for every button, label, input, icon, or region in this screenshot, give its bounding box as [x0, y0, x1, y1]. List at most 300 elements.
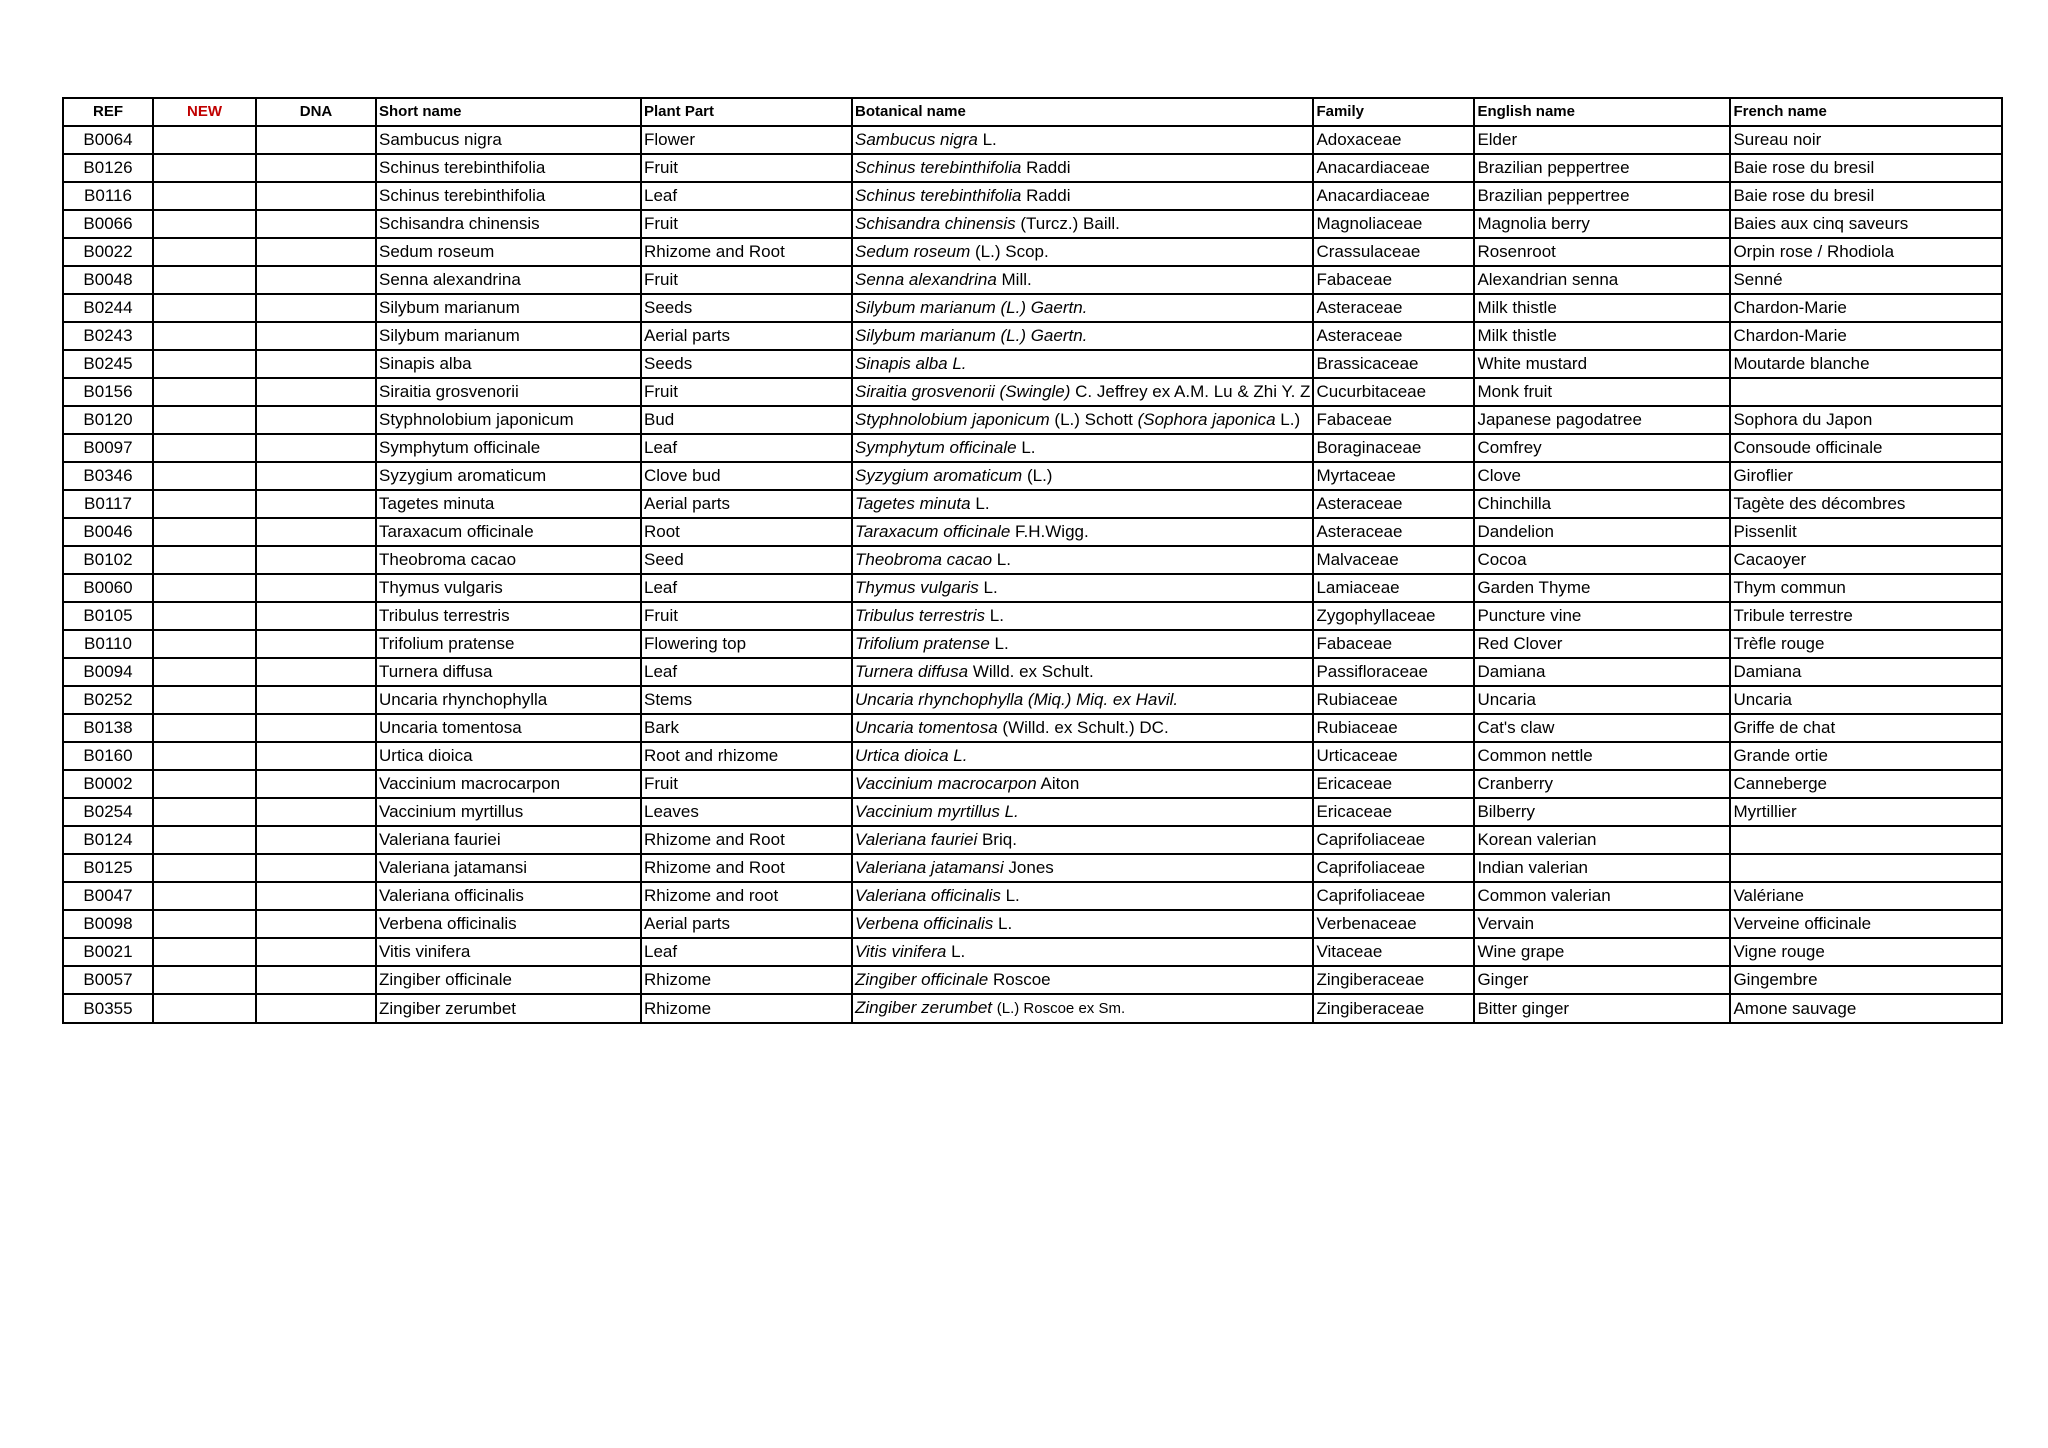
botanical-name-italic: Sedum roseum — [855, 242, 971, 261]
table-row — [63, 826, 2002, 854]
cell-family: Brassicaceae — [1313, 350, 1474, 378]
botanical-name-italic: Vaccinium myrtillus L. — [855, 802, 1019, 821]
cell-dna — [256, 434, 376, 462]
botanical-name-italic: Siraitia grosvenorii (Swingle) — [855, 382, 1071, 401]
botanical-name-italic: Urtica dioica L. — [855, 746, 968, 765]
cell-english-name: Common nettle — [1474, 742, 1730, 770]
cell-dna — [256, 350, 376, 378]
cell-plant-part: Rhizome and Root — [641, 826, 852, 854]
table-row — [63, 910, 2002, 938]
plant-reference-table — [62, 97, 2003, 1024]
botanical-name-italic: Theobroma cacao — [855, 550, 993, 569]
botanical-authority: Mill. — [1001, 270, 1032, 289]
table-row — [63, 266, 2002, 294]
cell-short-name: Thymus vulgaris — [376, 574, 641, 602]
cell-french-name: Giroflier — [1730, 462, 2002, 490]
cell-dna — [256, 574, 376, 602]
cell-plant-part: Leaf — [641, 434, 852, 462]
cell-english-name: Rosenroot — [1474, 238, 1730, 266]
cell-french-name: Sophora du Japon — [1730, 406, 2002, 434]
botanical-authority: L. — [951, 942, 966, 961]
cell-short-name: Turnera diffusa — [376, 658, 641, 686]
cell-family: Caprifoliaceae — [1313, 882, 1474, 910]
cell-french-name: Baie rose du bresil — [1730, 182, 2002, 210]
cell-new — [153, 126, 256, 154]
cell-french-name: Orpin rose / Rhodiola — [1730, 238, 2002, 266]
cell-short-name: Silybum marianum — [376, 322, 641, 350]
table-row — [63, 350, 2002, 378]
cell-ref: B0156 — [63, 378, 153, 406]
cell-french-name — [1730, 826, 2002, 854]
cell-english-name: Indian valerian — [1474, 854, 1730, 882]
cell-french-name: Trèfle rouge — [1730, 630, 2002, 658]
cell-new — [153, 182, 256, 210]
botanical-name-italic: Silybum marianum (L.) Gaertn. — [855, 326, 1088, 345]
cell-botanical-name — [852, 294, 1313, 322]
cell-plant-part: Stems — [641, 686, 852, 714]
cell-short-name: Uncaria tomentosa — [376, 714, 641, 742]
cell-botanical-name — [852, 378, 1313, 406]
cell-english-name: Vervain — [1474, 910, 1730, 938]
botanical-authority: F.H.Wigg. — [1015, 522, 1089, 541]
cell-ref: B0252 — [63, 686, 153, 714]
cell-ref: B0243 — [63, 322, 153, 350]
botanical-name-italic: Symphytum officinale — [855, 438, 1017, 457]
cell-dna — [256, 910, 376, 938]
cell-botanical-name — [852, 742, 1313, 770]
cell-short-name: Valeriana officinalis — [376, 882, 641, 910]
table-row — [63, 490, 2002, 518]
botanical-name-italic: Syzygium aromaticum — [855, 466, 1023, 485]
table-row — [63, 798, 2002, 826]
cell-french-name: Vigne rouge — [1730, 938, 2002, 966]
botanical-name-italic: Styphnolobium japonicum — [855, 410, 1050, 429]
botanical-name-italic: Tagetes minuta — [855, 494, 971, 513]
cell-ref: B0064 — [63, 126, 153, 154]
table-row — [63, 686, 2002, 714]
cell-plant-part: Flower — [641, 126, 852, 154]
cell-dna — [256, 826, 376, 854]
botanical-name-italic: Taraxacum officinale — [855, 522, 1011, 541]
cell-french-name: Cacaoyer — [1730, 546, 2002, 574]
cell-french-name — [1730, 378, 2002, 406]
cell-dna — [256, 490, 376, 518]
botanical-authority: (L.) Schott — [1054, 410, 1133, 429]
cell-botanical-name — [852, 994, 1313, 1023]
cell-french-name: Baie rose du bresil — [1730, 154, 2002, 182]
cell-english-name: Comfrey — [1474, 434, 1730, 462]
cell-ref: B0126 — [63, 154, 153, 182]
cell-family: Vitaceae — [1313, 938, 1474, 966]
cell-dna — [256, 686, 376, 714]
cell-new — [153, 294, 256, 322]
cell-short-name: Sedum roseum — [376, 238, 641, 266]
header-plant-part: Plant Part — [641, 98, 852, 126]
cell-ref: B0160 — [63, 742, 153, 770]
cell-english-name: Ginger — [1474, 966, 1730, 994]
cell-english-name: Wine grape — [1474, 938, 1730, 966]
cell-plant-part: Bark — [641, 714, 852, 742]
cell-short-name: Zingiber officinale — [376, 966, 641, 994]
cell-ref: B0124 — [63, 826, 153, 854]
botanical-authority: Aiton — [1040, 774, 1080, 793]
table-row — [63, 462, 2002, 490]
cell-short-name: Sambucus nigra — [376, 126, 641, 154]
cell-french-name: Valériane — [1730, 882, 2002, 910]
cell-botanical-name — [852, 126, 1313, 154]
cell-short-name: Symphytum officinale — [376, 434, 641, 462]
cell-english-name: Damiana — [1474, 658, 1730, 686]
cell-short-name: Valeriana jatamansi — [376, 854, 641, 882]
cell-dna — [256, 994, 376, 1023]
botanical-name-italic: Valeriana jatamansi — [855, 858, 1004, 877]
cell-plant-part: Seeds — [641, 350, 852, 378]
header-new: NEW — [153, 98, 256, 126]
cell-new — [153, 378, 256, 406]
cell-plant-part: Leaves — [641, 798, 852, 826]
botanical-name-italic: Valeriana fauriei — [855, 830, 978, 849]
cell-french-name: Myrtillier — [1730, 798, 2002, 826]
cell-short-name: Vitis vinifera — [376, 938, 641, 966]
cell-ref: B0047 — [63, 882, 153, 910]
cell-english-name: Garden Thyme — [1474, 574, 1730, 602]
table-row — [63, 210, 2002, 238]
cell-plant-part: Bud — [641, 406, 852, 434]
botanical-name-italic: Schisandra chinensis — [855, 214, 1016, 233]
cell-plant-part: Rhizome — [641, 994, 852, 1023]
cell-family: Myrtaceae — [1313, 462, 1474, 490]
cell-new — [153, 490, 256, 518]
cell-family: Fabaceae — [1313, 266, 1474, 294]
cell-dna — [256, 882, 376, 910]
cell-ref: B0110 — [63, 630, 153, 658]
cell-botanical-name — [852, 546, 1313, 574]
cell-ref: B0120 — [63, 406, 153, 434]
cell-french-name: Chardon-Marie — [1730, 294, 2002, 322]
cell-family: Ericaceae — [1313, 798, 1474, 826]
cell-dna — [256, 462, 376, 490]
cell-dna — [256, 854, 376, 882]
cell-new — [153, 630, 256, 658]
cell-english-name: Monk fruit — [1474, 378, 1730, 406]
header-row — [63, 98, 2002, 126]
cell-french-name — [1730, 854, 2002, 882]
cell-plant-part: Seeds — [641, 294, 852, 322]
cell-botanical-name — [852, 882, 1313, 910]
cell-plant-part: Leaf — [641, 574, 852, 602]
cell-botanical-name — [852, 182, 1313, 210]
botanical-name-italic: Turnera diffusa — [855, 662, 969, 681]
cell-short-name: Vaccinium macrocarpon — [376, 770, 641, 798]
cell-french-name: Verveine officinale — [1730, 910, 2002, 938]
cell-family: Boraginaceae — [1313, 434, 1474, 462]
cell-family: Caprifoliaceae — [1313, 826, 1474, 854]
cell-plant-part: Fruit — [641, 378, 852, 406]
botanical-name-italic: Thymus vulgaris — [855, 578, 979, 597]
cell-french-name: Amone sauvage — [1730, 994, 2002, 1023]
cell-french-name: Grande ortie — [1730, 742, 2002, 770]
cell-plant-part: Fruit — [641, 154, 852, 182]
cell-short-name: Schinus terebinthifolia — [376, 182, 641, 210]
botanical-authority: (L.) — [1026, 466, 1053, 485]
cell-new — [153, 462, 256, 490]
table-row — [63, 406, 2002, 434]
cell-botanical-name — [852, 434, 1313, 462]
cell-plant-part: Fruit — [641, 770, 852, 798]
cell-dna — [256, 714, 376, 742]
header-french-name: French name — [1730, 98, 2002, 126]
cell-ref: B0117 — [63, 490, 153, 518]
cell-english-name: White mustard — [1474, 350, 1730, 378]
botanical-authority: L. — [983, 578, 998, 597]
cell-botanical-name — [852, 686, 1313, 714]
cell-dna — [256, 154, 376, 182]
cell-new — [153, 322, 256, 350]
cell-dna — [256, 294, 376, 322]
cell-short-name: Urtica dioica — [376, 742, 641, 770]
cell-short-name: Styphnolobium japonicum — [376, 406, 641, 434]
cell-ref: B0125 — [63, 854, 153, 882]
cell-english-name: Dandelion — [1474, 518, 1730, 546]
botanical-name-italic: Vaccinium macrocarpon — [855, 774, 1037, 793]
cell-new — [153, 742, 256, 770]
table-row — [63, 126, 2002, 154]
cell-family: Rubiaceae — [1313, 714, 1474, 742]
cell-short-name: Trifolium pratense — [376, 630, 641, 658]
cell-new — [153, 798, 256, 826]
cell-english-name: Elder — [1474, 126, 1730, 154]
cell-plant-part: Root and rhizome — [641, 742, 852, 770]
cell-family: Magnoliaceae — [1313, 210, 1474, 238]
cell-plant-part: Leaf — [641, 182, 852, 210]
cell-new — [153, 910, 256, 938]
botanical-authority: (L.) Roscoe ex Sm. — [996, 1000, 1126, 1017]
cell-french-name: Canneberge — [1730, 770, 2002, 798]
cell-plant-part: Fruit — [641, 602, 852, 630]
cell-short-name: Sinapis alba — [376, 350, 641, 378]
cell-dna — [256, 798, 376, 826]
cell-short-name: Uncaria rhynchophylla — [376, 686, 641, 714]
cell-new — [153, 434, 256, 462]
botanical-authority: L. — [1021, 438, 1036, 457]
botanical-authority: Raddi — [1026, 186, 1071, 205]
cell-english-name: Clove — [1474, 462, 1730, 490]
table-row — [63, 882, 2002, 910]
botanical-authority: L. — [996, 550, 1011, 569]
cell-dna — [256, 770, 376, 798]
cell-family: Urticaceae — [1313, 742, 1474, 770]
table-row — [63, 854, 2002, 882]
header-short-name: Short name — [376, 98, 641, 126]
cell-short-name: Senna alexandrina — [376, 266, 641, 294]
cell-dna — [256, 630, 376, 658]
cell-family: Passifloraceae — [1313, 658, 1474, 686]
cell-new — [153, 350, 256, 378]
cell-new — [153, 210, 256, 238]
cell-english-name: Red Clover — [1474, 630, 1730, 658]
cell-short-name: Theobroma cacao — [376, 546, 641, 574]
botanical-authority: L. — [1005, 886, 1020, 905]
botanical-name-italic: Schinus terebinthifolia — [855, 186, 1022, 205]
cell-family: Asteraceae — [1313, 322, 1474, 350]
cell-family: Anacardiaceae — [1313, 182, 1474, 210]
cell-french-name: Thym commun — [1730, 574, 2002, 602]
cell-botanical-name — [852, 938, 1313, 966]
botanical-name-italic: Valeriana officinalis — [855, 886, 1001, 905]
cell-english-name: Uncaria — [1474, 686, 1730, 714]
botanical-name-italic: Uncaria tomentosa — [855, 718, 998, 737]
cell-ref: B0021 — [63, 938, 153, 966]
table-row — [63, 294, 2002, 322]
cell-short-name: Tribulus terrestris — [376, 602, 641, 630]
cell-new — [153, 518, 256, 546]
cell-dna — [256, 238, 376, 266]
cell-plant-part: Clove bud — [641, 462, 852, 490]
cell-short-name: Tagetes minuta — [376, 490, 641, 518]
cell-english-name: Brazilian peppertree — [1474, 154, 1730, 182]
cell-family: Crassulaceae — [1313, 238, 1474, 266]
cell-english-name: Cocoa — [1474, 546, 1730, 574]
botanical-authority: Briq. — [981, 830, 1017, 849]
cell-botanical-name — [852, 322, 1313, 350]
botanical-name-italic: Sambucus nigra — [855, 130, 978, 149]
table-row — [63, 182, 2002, 210]
cell-dna — [256, 658, 376, 686]
cell-plant-part: Aerial parts — [641, 490, 852, 518]
cell-new — [153, 602, 256, 630]
cell-botanical-name — [852, 854, 1313, 882]
botanical-name-italic: Silybum marianum (L.) Gaertn. — [855, 298, 1088, 317]
table-row — [63, 322, 2002, 350]
cell-botanical-name — [852, 910, 1313, 938]
cell-botanical-name — [852, 630, 1313, 658]
botanical-name-italic: Schinus terebinthifolia — [855, 158, 1022, 177]
cell-french-name: Sureau noir — [1730, 126, 2002, 154]
cell-french-name: Moutarde blanche — [1730, 350, 2002, 378]
cell-plant-part: Root — [641, 518, 852, 546]
cell-english-name: Bilberry — [1474, 798, 1730, 826]
cell-new — [153, 714, 256, 742]
cell-ref: B0046 — [63, 518, 153, 546]
botanical-authority: L. — [989, 606, 1004, 625]
cell-english-name: Cat's claw — [1474, 714, 1730, 742]
cell-dna — [256, 602, 376, 630]
cell-ref: B0066 — [63, 210, 153, 238]
botanical-authority: Jones — [1008, 858, 1054, 877]
table-row — [63, 714, 2002, 742]
table-row — [63, 966, 2002, 994]
cell-short-name: Silybum marianum — [376, 294, 641, 322]
cell-plant-part: Rhizome and Root — [641, 238, 852, 266]
cell-ref: B0060 — [63, 574, 153, 602]
cell-short-name: Syzygium aromaticum — [376, 462, 641, 490]
cell-dna — [256, 518, 376, 546]
table-row — [63, 238, 2002, 266]
cell-family: Ericaceae — [1313, 770, 1474, 798]
table-body — [63, 126, 2002, 1023]
cell-dna — [256, 378, 376, 406]
cell-ref: B0254 — [63, 798, 153, 826]
cell-ref: B0105 — [63, 602, 153, 630]
cell-short-name: Schisandra chinensis — [376, 210, 641, 238]
cell-plant-part: Leaf — [641, 658, 852, 686]
cell-french-name: Pissenlit — [1730, 518, 2002, 546]
cell-plant-part: Rhizome and root — [641, 882, 852, 910]
cell-botanical-name — [852, 462, 1313, 490]
botanical-name-italic: Verbena officinalis — [855, 914, 994, 933]
botanical-authority: Roscoe — [992, 970, 1051, 989]
cell-plant-part: Flowering top — [641, 630, 852, 658]
botanical-name-italic: Uncaria rhynchophylla (Miq.) Miq. ex Havil. — [855, 690, 1179, 709]
botanical-synonym-italic: (Sophora japonica — [1137, 410, 1276, 429]
cell-english-name: Alexandrian senna — [1474, 266, 1730, 294]
cell-new — [153, 686, 256, 714]
cell-english-name: Brazilian peppertree — [1474, 182, 1730, 210]
cell-french-name: Tribule terrestre — [1730, 602, 2002, 630]
cell-botanical-name — [852, 490, 1313, 518]
cell-french-name: Uncaria — [1730, 686, 2002, 714]
cell-ref: B0355 — [63, 994, 153, 1023]
table-row — [63, 630, 2002, 658]
cell-dna — [256, 546, 376, 574]
cell-dna — [256, 266, 376, 294]
cell-ref: B0346 — [63, 462, 153, 490]
botanical-authority: (Willd. ex Schult.) DC. — [1002, 718, 1169, 737]
cell-family: Zygophyllaceae — [1313, 602, 1474, 630]
cell-english-name: Milk thistle — [1474, 294, 1730, 322]
cell-botanical-name — [852, 210, 1313, 238]
botanical-authority: L. — [982, 130, 997, 149]
cell-ref: B0048 — [63, 266, 153, 294]
table-row — [63, 994, 2002, 1023]
header-dna: DNA — [256, 98, 376, 126]
cell-english-name: Magnolia berry — [1474, 210, 1730, 238]
botanical-name-italic: Trifolium pratense — [855, 634, 990, 653]
cell-botanical-name — [852, 154, 1313, 182]
header-family: Family — [1313, 98, 1474, 126]
cell-botanical-name — [852, 602, 1313, 630]
cell-english-name: Korean valerian — [1474, 826, 1730, 854]
cell-plant-part: Fruit — [641, 210, 852, 238]
cell-family: Cucurbitaceae — [1313, 378, 1474, 406]
cell-short-name: Taraxacum officinale — [376, 518, 641, 546]
cell-ref: B0116 — [63, 182, 153, 210]
cell-ref: B0098 — [63, 910, 153, 938]
cell-family: Fabaceae — [1313, 406, 1474, 434]
table-row — [63, 938, 2002, 966]
cell-new — [153, 854, 256, 882]
botanical-name-italic: Vitis vinifera — [855, 942, 947, 961]
cell-dna — [256, 322, 376, 350]
cell-short-name: Valeriana fauriei — [376, 826, 641, 854]
cell-botanical-name — [852, 714, 1313, 742]
botanical-authority: (L.) Scop. — [975, 242, 1049, 261]
cell-short-name: Zingiber zerumbet — [376, 994, 641, 1023]
cell-family: Verbenaceae — [1313, 910, 1474, 938]
header-ref: REF — [63, 98, 153, 126]
cell-new — [153, 770, 256, 798]
cell-botanical-name — [852, 826, 1313, 854]
cell-family: Adoxaceae — [1313, 126, 1474, 154]
cell-dna — [256, 126, 376, 154]
table-row — [63, 434, 2002, 462]
cell-english-name: Common valerian — [1474, 882, 1730, 910]
cell-new — [153, 574, 256, 602]
cell-dna — [256, 182, 376, 210]
cell-ref: B0094 — [63, 658, 153, 686]
botanical-authority: C. Jeffrey ex A.M. Lu & Zhi Y. Z — [1075, 382, 1311, 401]
table-row — [63, 154, 2002, 182]
